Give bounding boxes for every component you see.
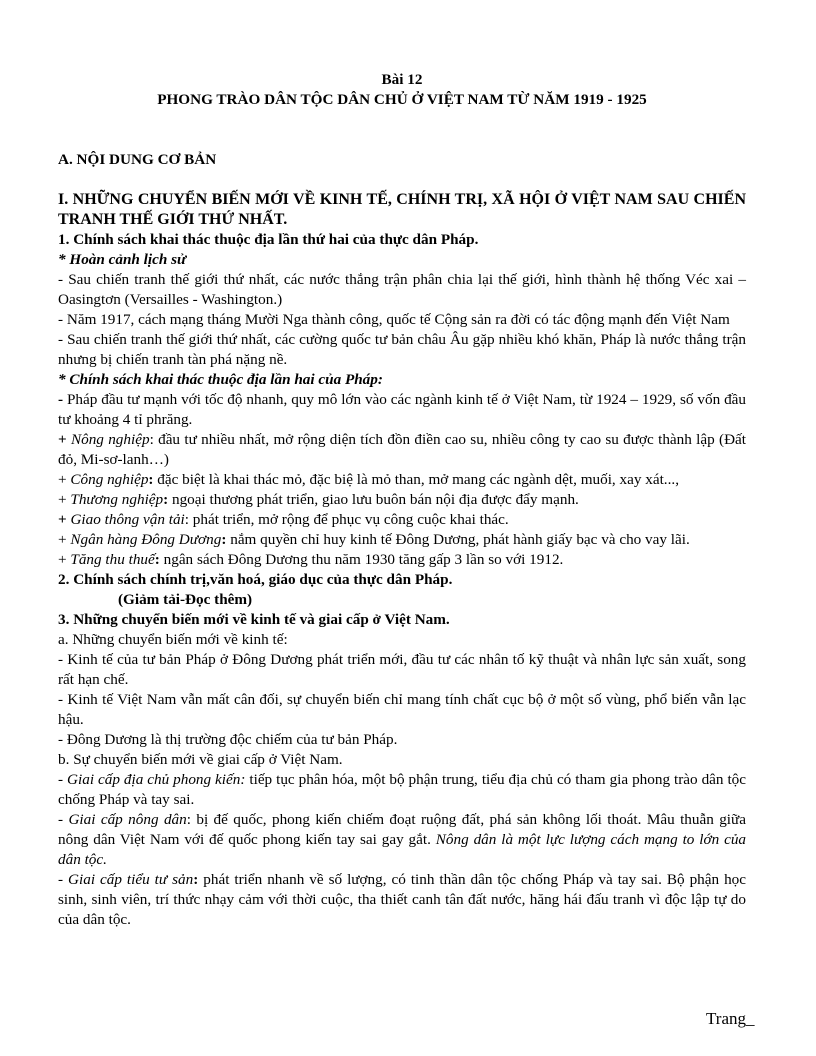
class-changes-heading: b. Sự chuyển biến mới về giai cấp ở Việt Nam. — [58, 751, 343, 768]
historical-context-heading: * Hoàn cảnh lịch sử — [58, 251, 187, 268]
part3-heading: 3. Những chuyển biến mới về kinh tế và giai cấp ở Việt Nam. — [58, 611, 450, 628]
policy-item-transport: + Giao thông vận tải: phát triển, mở rộng để phục vụ công cuộc khai thác. — [58, 511, 509, 528]
section-i-heading: I. NHỮNG CHUYỂN BIẾN MỚI VỀ KINH TẾ, CHÍNH TRỊ, XÃ HỘI Ở VIỆT NAM SAU CHIẾN TRANH THẾ GIỚI THỨ NHẤT. — [58, 191, 746, 228]
lesson-title: PHONG TRÀO DÂN TỘC DÂN CHỦ Ở VIỆT NAM TỪ NĂM 1919 - 1925 — [157, 91, 647, 108]
part1-heading: 1. Chính sách khai thác thuộc địa lần thứ hai của thực dân Pháp. — [58, 231, 479, 248]
lesson-number: Bài 12 — [381, 71, 423, 88]
exploitation-policy-heading: * Chính sách khai thác thuộc địa lần hai của Pháp: — [58, 371, 383, 388]
page-number: Trang_ — [706, 1009, 755, 1028]
part2-note: (Giảm tải-Đọc thêm) — [118, 591, 253, 608]
policy-item-industry: + Công nghiệp: đặc biệt là khai thác mỏ, đặc biệ là mỏ than, mở mang các ngành dệt, muối, xay xát..., — [58, 471, 679, 488]
economic-item-2: - Kinh tế Việt Nam vẫn mất cân đối, sự chuyển biến chỉ mang tính chất cục bộ ở một số vùng, phổ biến vẫn lạc hậu. — [58, 691, 746, 728]
class-peasant: - Giai cấp nông dân: bị đế quốc, phong kiến chiếm đoạt ruộng đất, phá sản không lối thoát. Mâu thuẫn giữa nông dân Việt Nam với đế quốc phong kiến tay sai gay gắt. Nông dân là một lực lượng cách mạng to lớn của dân tộc. — [58, 811, 747, 868]
policy-item-bank: + Ngân hàng Đông Dương: nắm quyền chỉ huy kinh tế Đông Dương, phát hành giấy bạc và cho vay lãi. — [58, 531, 690, 548]
part2-heading: 2. Chính sách chính trị,văn hoá, giáo dục của thực dân Pháp. — [58, 571, 453, 588]
context-item-1: - Sau chiến tranh thế giới thứ nhất, các nước thắng trận phân chia lại thế giới, hình thành hệ thống Véc xai – Oasingtơn (Versailles - Washington.) — [58, 271, 746, 308]
policy-item-investment: - Pháp đầu tư mạnh với tốc độ nhanh, quy mô lớn vào các ngành kinh tế ở Việt Nam, từ 1924 – 1929, số vốn đầu tư khoảng 4 tỉ phrăng. — [58, 391, 746, 428]
policy-item-agriculture: + Nông nghiệp: đầu tư nhiều nhất, mở rộng diện tích đồn điền cao su, nhiều công ty cao su được thành lập (Đất đỏ, Mi-sơ-lanh…) — [58, 431, 747, 468]
class-landlord: - Giai cấp địa chủ phong kiến: tiếp tục phân hóa, một bộ phận trung, tiểu địa chủ có tham gia phong trào dân tộc chống Pháp và tay sai. — [58, 771, 747, 808]
economic-item-3: - Đông Dương là thị trường độc chiếm của tư bản Pháp. — [58, 731, 398, 748]
policy-item-tax: + Tăng thu thuế: ngân sách Đông Dương thu năm 1930 tăng gấp 3 lần so với 1912. — [58, 551, 564, 568]
economic-item-1: - Kinh tế của tư bản Pháp ở Đông Dương phát triển mới, đầu tư các nhân tố kỹ thuật và nhân lực sản xuất, song rất hạn chế. — [58, 651, 746, 688]
class-petty-bourgeois: - Giai cấp tiểu tư sản: phát triển nhanh về số lượng, có tinh thần dân tộc chống Pháp và tay sai. Bộ phận học sinh, sinh viên, trí thức nhạy cảm với thời cuộc, tha thiết canh tân đất nước, hăng hái đấu tranh vì độc lập tự do của dân tộc. — [58, 871, 746, 928]
document-body — [58, 70, 746, 930]
policy-item-commerce: + Thương nghiệp: ngoại thương phát triển, giao lưu buôn bán nội địa được đẩy mạnh. — [58, 491, 579, 508]
context-item-3: - Sau chiến tranh thế giới thứ nhất, các cường quốc tư bản châu Âu gặp nhiều khó khăn, Pháp là nước thắng trận nhưng bị chiến tranh tàn phá nặng nề. — [58, 331, 746, 368]
context-item-2: - Năm 1917, cách mạng tháng Mười Nga thành công, quốc tế Cộng sản ra đời có tác động mạnh đến Việt Nam — [58, 311, 730, 328]
economic-changes-heading: a. Những chuyển biến mới về kinh tế: — [58, 631, 288, 648]
section-a-heading: A. NỘI DUNG CƠ BẢN — [58, 151, 217, 168]
